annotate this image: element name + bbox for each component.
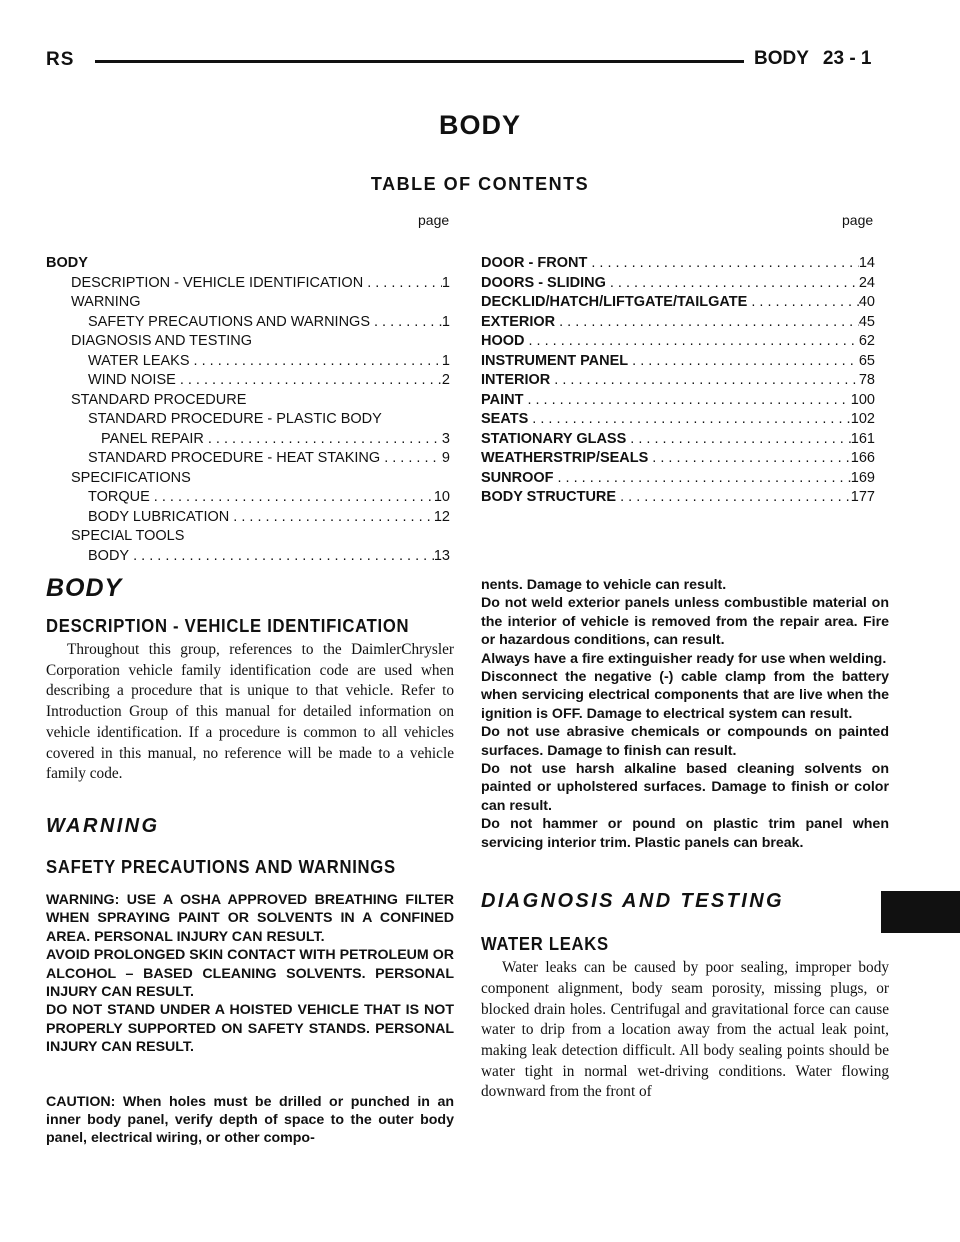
toc-entry[interactable]: STANDARD PROCEDURE - HEAT STAKING . . . 9	[46, 449, 450, 469]
warning-breathing-filter: WARNING: USE A OSHA APPROVED BREATHING FILTER WHEN SPRAYING PAINT OR SOLVENTS IN A CONFINED AREA. PERSONAL INJURY CAN RESULT.	[46, 891, 454, 945]
toc-entry[interactable]: SUNROOF . . . 169	[481, 469, 875, 489]
heading-description: DESCRIPTION - VEHICLE IDENTIFICATION	[46, 615, 410, 636]
warning-hoisted-vehicle: DO NOT STAND UNDER A HOISTED VEHICLE THAT IS NOT PROPERLY SUPPORTED ON SAFETY STANDS. PERSONAL INJURY CAN RESULT.	[46, 1002, 454, 1056]
caution-drilling-continued: nents. Damage to vehicle can result.	[481, 577, 727, 593]
toc-title: TABLE OF CONTENTS	[370, 174, 590, 194]
toc-right-column	[481, 254, 875, 508]
toc-entry[interactable]: SAFETY PRECAUTIONS AND WARNINGS . . . 1	[46, 313, 450, 333]
toc-entry[interactable]: BODY STRUCTURE . . . 177	[481, 488, 875, 508]
toc-entry[interactable]: INTERIOR . . . 78	[481, 371, 875, 391]
caution-welding: Do not weld exterior panels unless combustible material on the interior of vehicle is removed from the repair area. Fire or hazardous conditions, can result.	[481, 595, 889, 649]
toc-entry[interactable]: DECKLID/HATCH/LIFTGATE/TAILGATE . . . 40	[481, 293, 875, 313]
toc-entry[interactable]: SEATS . . . 102	[481, 410, 875, 430]
toc-entry[interactable]: EXTERIOR . . . 45	[481, 313, 875, 333]
toc-entry[interactable]: BODY . . . 13	[46, 547, 450, 567]
page-title: BODY	[438, 110, 521, 140]
heading-warning: WARNING	[46, 814, 160, 837]
heading-diagnosis: DIAGNOSIS AND TESTING	[481, 890, 785, 913]
caution-battery: Disconnect the negative (-) cable clamp from the battery when servicing electrical components that are live when the ignition is OFF. Damage to electrical system can result.	[481, 669, 889, 722]
toc-page-label-right: page	[842, 212, 874, 228]
toc-entry[interactable]: BODY	[46, 255, 88, 271]
caution-abrasive: Do not use abrasive chemicals or compounds on painted surfaces. Damage to finish can result.	[481, 724, 889, 759]
header-rule	[95, 60, 744, 63]
toc-entry[interactable]: STATIONARY GLASS . . . 161	[481, 430, 875, 450]
toc-entry[interactable]: STANDARD PROCEDURE	[71, 391, 247, 408]
section-heading-body: BODY	[46, 574, 123, 602]
body-right-column	[481, 576, 889, 1103]
toc-entry[interactable]: STANDARD PROCEDURE - PLASTIC BODY	[88, 411, 382, 427]
header-section	[754, 48, 872, 70]
toc-entry[interactable]: INSTRUMENT PANEL . . . 65	[481, 352, 875, 372]
toc-entry[interactable]: WATER LEAKS . . . 1	[46, 352, 450, 372]
toc-entry[interactable]: DESCRIPTION - VEHICLE IDENTIFICATION . . . 1	[46, 274, 450, 294]
caution-fire-extinguisher: Always have a fire extinguisher ready for use when welding.	[481, 650, 887, 667]
toc-entry[interactable]: WARNING	[71, 294, 141, 310]
warning-skin-contact: AVOID PROLONGED SKIN CONTACT WITH PETROLEUM OR ALCOHOL – BASED CLEANING SOLVENTS. PERSONAL INJURY CAN RESULT.	[46, 947, 454, 1000]
header-section-title: BODY	[754, 48, 809, 69]
toc-entry[interactable]: BODY LUBRICATION . . . 12	[46, 508, 450, 528]
toc-entry[interactable]: HOOD . . . 62	[481, 332, 875, 352]
water-leaks-paragraph: Water leaks can be caused by poor sealing, improper body component alignment, body seam porosity, missing plugs, or blocked drain holes. Centrifugal and gravitational force can cause water to drip from a location away from the actual leak point, making leak detection difficult. All body sealing points should be water tight in normal wet-driving conditions. Water flowing downward from the front of	[481, 959, 889, 1101]
toc-page-label-left: page	[418, 212, 450, 228]
toc-entry[interactable]: SPECIFICATIONS	[71, 469, 191, 486]
toc-entry[interactable]: DOORS - SLIDING . . . 24	[481, 274, 875, 294]
toc-entry[interactable]: DOOR - FRONT . . . 14	[481, 254, 875, 274]
caution-alkaline: Do not use harsh alkaline based cleaning solvents on painted or upholstered surfaces. Damage to finish or color can result.	[481, 761, 889, 814]
body-left-column	[46, 570, 454, 1148]
caution-plastic-trim: Do not hammer or pound on plastic trim panel when servicing interior trim. Plastic panels can break.	[481, 816, 889, 851]
toc-entry[interactable]: WEATHERSTRIP/SEALS . . . 166	[481, 449, 875, 469]
toc-entry[interactable]: DIAGNOSIS AND TESTING	[71, 333, 253, 349]
heading-water-leaks: WATER LEAKS	[481, 933, 609, 955]
caution-drilling: CAUTION: When holes must be drilled or punched in an inner body panel, verify depth of space to the outer body panel, electrical wiring, or other compo-	[46, 1093, 454, 1147]
toc-entry[interactable]: TORQUE . . . 10	[46, 488, 450, 508]
toc-entry[interactable]: PAINT . . . 100	[481, 391, 875, 411]
toc-left-column	[46, 254, 450, 566]
description-paragraph: Throughout this group, references to the DaimlerChrysler Corporation vehicle family identification code are used when describing a procedure that is unique to that vehicle. Refer to Introduction Group of this manual for detailed information on vehicle identification. If a procedure is common to all vehicles covered in this manual, no reference will be made to a vehicle family code.	[46, 641, 454, 783]
heading-safety-precautions: SAFETY PRECAUTIONS AND WARNINGS	[46, 855, 396, 877]
header-page-number: 23 - 1	[822, 48, 872, 69]
toc-entry[interactable]: SPECIAL TOOLS	[71, 528, 185, 544]
header-manual-code: RS	[46, 49, 75, 70]
toc-entry[interactable]: WIND NOISE . . . 2	[46, 371, 450, 391]
section-thumb-tab	[881, 891, 960, 933]
toc-entry[interactable]: PANEL REPAIR . . . 3	[46, 430, 450, 450]
